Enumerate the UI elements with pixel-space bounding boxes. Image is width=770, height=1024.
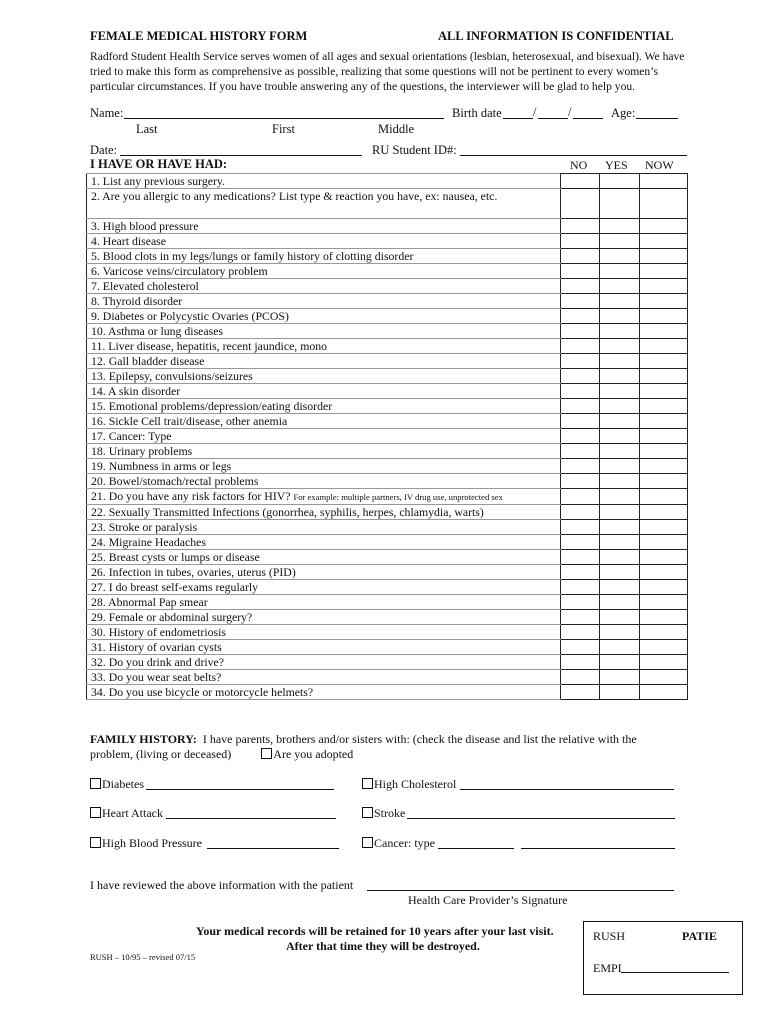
history-question xyxy=(87,429,561,444)
history-row xyxy=(87,550,688,565)
history-question xyxy=(87,580,561,595)
answer-yes-cell[interactable] xyxy=(600,339,640,354)
history-question xyxy=(87,399,561,414)
history-question-text: 20. Bowel/stomach/rectal problems xyxy=(91,474,259,488)
medical-history-table xyxy=(86,173,688,700)
answer-yes-cell[interactable] xyxy=(600,309,640,324)
history-row xyxy=(87,474,688,489)
history-question-text: 2. Are you allergic to any medications? List type & reaction you have, ex: nausea, etc. xyxy=(91,189,498,203)
answer-yes-cell[interactable] xyxy=(600,294,640,309)
history-question xyxy=(87,670,561,685)
name-field-line[interactable] xyxy=(124,118,444,119)
history-question-text: 19. Numbness in arms or legs xyxy=(91,459,232,473)
history-question xyxy=(87,384,561,399)
history-question xyxy=(87,489,561,505)
answer-yes-cell[interactable] xyxy=(600,219,640,234)
history-row xyxy=(87,640,688,655)
history-question xyxy=(87,294,561,309)
name-last-caption: Last xyxy=(136,122,158,136)
history-question-text: 16. Sickle Cell trait/disease, other anemia xyxy=(91,414,288,428)
answer-no-cell[interactable] xyxy=(561,399,600,414)
history-row xyxy=(87,685,688,700)
date-label: Date: xyxy=(90,143,118,157)
answer-yes-cell[interactable] xyxy=(600,384,640,399)
answer-now-cell[interactable] xyxy=(640,429,688,444)
answer-no-cell[interactable] xyxy=(561,520,600,535)
history-question xyxy=(87,369,561,384)
history-heading: I HAVE OR HAVE HAD: xyxy=(90,157,228,171)
answer-no-cell[interactable] xyxy=(561,655,600,670)
history-question-text: 9. Diabetes or Polycystic Ovaries (PCOS) xyxy=(91,309,289,323)
history-question-text: 25. Breast cysts or lumps or disease xyxy=(91,550,260,564)
history-row xyxy=(87,384,688,399)
answer-no-cell[interactable] xyxy=(561,279,600,294)
answer-yes-cell[interactable] xyxy=(600,264,640,279)
answer-no-cell[interactable] xyxy=(561,610,600,625)
history-row xyxy=(87,369,688,384)
history-question xyxy=(87,505,561,520)
answer-now-cell[interactable] xyxy=(640,414,688,429)
answer-no-cell[interactable] xyxy=(561,580,600,595)
history-question xyxy=(87,189,561,219)
answer-no-cell[interactable] xyxy=(561,369,600,384)
answer-now-cell[interactable] xyxy=(640,565,688,580)
answer-now-cell[interactable] xyxy=(640,685,688,700)
history-question-text: 31. History of ovarian cysts xyxy=(91,640,222,654)
history-row xyxy=(87,189,688,219)
family-history-line2 xyxy=(90,747,353,762)
answer-yes-cell[interactable] xyxy=(600,489,640,505)
answer-now-cell[interactable] xyxy=(640,580,688,595)
history-question-text: 26. Infection in tubes, ovaries, uterus (PID) xyxy=(91,565,296,579)
history-question xyxy=(87,565,561,580)
col-now-header: NOW xyxy=(645,158,674,172)
empi-field-line[interactable] xyxy=(621,972,729,973)
high-cholesterol-relative-line[interactable] xyxy=(460,789,674,790)
history-question-text: 1. List any previous surgery. xyxy=(91,174,226,188)
history-question-text: 8. Thyroid disorder xyxy=(91,294,183,308)
col-yes-header: YES xyxy=(605,158,628,172)
form-title: FEMALE MEDICAL HISTORY FORM xyxy=(90,29,308,43)
answer-now-cell[interactable] xyxy=(640,610,688,625)
answer-now-cell[interactable] xyxy=(640,234,688,249)
answer-now-cell[interactable] xyxy=(640,369,688,384)
history-question xyxy=(87,174,561,189)
answer-no-cell[interactable] xyxy=(561,249,600,264)
history-question-text: 3. High blood pressure xyxy=(91,219,199,233)
answer-yes-cell[interactable] xyxy=(600,550,640,565)
answer-now-cell[interactable] xyxy=(640,339,688,354)
answer-now-cell[interactable] xyxy=(640,595,688,610)
history-row xyxy=(87,489,688,505)
answer-now-cell[interactable] xyxy=(640,640,688,655)
name-first-caption: First xyxy=(272,122,295,136)
answer-now-cell[interactable] xyxy=(640,489,688,505)
answer-no-cell[interactable] xyxy=(561,339,600,354)
answer-now-cell[interactable] xyxy=(640,294,688,309)
answer-now-cell[interactable] xyxy=(640,219,688,234)
history-row xyxy=(87,625,688,640)
answer-no-cell[interactable] xyxy=(561,294,600,309)
retention-notice-2: After that time they will be destroyed. xyxy=(286,939,480,953)
answer-now-cell[interactable] xyxy=(640,399,688,414)
answer-now-cell[interactable] xyxy=(640,264,688,279)
fh-cancer xyxy=(362,836,435,851)
history-question-text: 28. Abnormal Pap smear xyxy=(91,595,208,609)
history-question xyxy=(87,279,561,294)
history-question-text: 5. Blood clots in my legs/lungs or family history of clotting disorder xyxy=(91,249,414,263)
birth-day-line[interactable] xyxy=(538,118,568,119)
birth-sep-1: / xyxy=(533,105,537,119)
answer-yes-cell[interactable] xyxy=(600,625,640,640)
history-question-text: 17. Cancer: Type xyxy=(91,429,172,443)
answer-yes-cell[interactable] xyxy=(600,459,640,474)
answer-now-cell[interactable] xyxy=(640,550,688,565)
date-field-line[interactable] xyxy=(120,155,362,156)
answer-no-cell[interactable] xyxy=(561,505,600,520)
answer-now-cell[interactable] xyxy=(640,354,688,369)
history-question-text: 14. A skin disorder xyxy=(91,384,181,398)
answer-no-cell[interactable] xyxy=(561,474,600,489)
family-history-text: I have parents, brothers and/or sisters with: (check the disease and list the relative with the xyxy=(202,732,637,746)
high-bp-label: High Blood Pressure xyxy=(102,836,202,850)
answer-now-cell[interactable] xyxy=(640,444,688,459)
history-question xyxy=(87,459,561,474)
answer-no-cell[interactable] xyxy=(561,565,600,580)
history-question-text: 34. Do you use bicycle or motorcycle helmets? xyxy=(91,685,314,699)
history-question-text: 10. Asthma or lung diseases xyxy=(91,324,224,338)
answer-no-cell[interactable] xyxy=(561,414,600,429)
answer-yes-cell[interactable] xyxy=(600,174,640,189)
history-question xyxy=(87,610,561,625)
history-question-text: 7. Elevated cholesterol xyxy=(91,279,199,293)
fh-stroke xyxy=(362,806,405,821)
answer-no-cell[interactable] xyxy=(561,550,600,565)
revision-note: RUSH – 10/95 – revised 07/15 xyxy=(90,952,196,962)
adopted-label: Are you adopted xyxy=(273,747,354,761)
history-row xyxy=(87,580,688,595)
answer-no-cell[interactable] xyxy=(561,189,600,219)
diabetes-label: Diabetes xyxy=(102,777,144,791)
answer-yes-cell[interactable] xyxy=(600,324,640,339)
answer-now-cell[interactable] xyxy=(640,625,688,640)
answer-no-cell[interactable] xyxy=(561,309,600,324)
history-question xyxy=(87,550,561,565)
history-row xyxy=(87,309,688,324)
history-question-text: 29. Female or abdominal surgery? xyxy=(91,610,253,624)
answer-yes-cell[interactable] xyxy=(600,520,640,535)
high-bp-relative-line[interactable] xyxy=(207,848,339,849)
answer-yes-cell[interactable] xyxy=(600,369,640,384)
answer-no-cell[interactable] xyxy=(561,219,600,234)
answer-yes-cell[interactable] xyxy=(600,354,640,369)
history-question xyxy=(87,309,561,324)
answer-yes-cell[interactable] xyxy=(600,685,640,700)
answer-no-cell[interactable] xyxy=(561,535,600,550)
age-label: Age: xyxy=(611,106,636,120)
history-question xyxy=(87,685,561,700)
box-patie-label: PATIE xyxy=(682,929,717,943)
answer-now-cell[interactable] xyxy=(640,189,688,219)
birth-date-label: Birth date xyxy=(452,106,502,120)
confidential-notice: ALL INFORMATION IS CONFIDENTIAL xyxy=(438,29,674,43)
history-question-text: 15. Emotional problems/depression/eating disorder xyxy=(91,399,333,413)
cancer-type-line[interactable] xyxy=(438,848,514,849)
history-question-text: 4. Heart disease xyxy=(91,234,167,248)
answer-now-cell[interactable] xyxy=(640,459,688,474)
history-question-text: 30. History of endometriosis xyxy=(91,625,226,639)
history-question xyxy=(87,324,561,339)
answer-yes-cell[interactable] xyxy=(600,655,640,670)
answer-no-cell[interactable] xyxy=(561,354,600,369)
answer-yes-cell[interactable] xyxy=(600,429,640,444)
history-question-text: 11. Liver disease, hepatitis, recent jaundice, mono xyxy=(91,339,328,353)
family-history-text2: problem, (living or deceased) xyxy=(90,747,232,761)
answer-yes-cell[interactable] xyxy=(600,399,640,414)
history-row xyxy=(87,174,688,189)
history-question xyxy=(87,655,561,670)
answer-now-cell[interactable] xyxy=(640,174,688,189)
answer-no-cell[interactable] xyxy=(561,670,600,685)
history-row xyxy=(87,459,688,474)
answer-now-cell[interactable] xyxy=(640,279,688,294)
history-row xyxy=(87,414,688,429)
birth-year-line[interactable] xyxy=(573,118,603,119)
answer-no-cell[interactable] xyxy=(561,444,600,459)
fh-high-bp xyxy=(90,836,202,851)
answer-no-cell[interactable] xyxy=(561,174,600,189)
box-empi-label: EMPI xyxy=(593,961,622,975)
answer-yes-cell[interactable] xyxy=(600,580,640,595)
high-cholesterol-checkbox[interactable] xyxy=(362,778,373,789)
heart-attack-checkbox[interactable] xyxy=(90,807,101,818)
history-question xyxy=(87,264,561,279)
history-row xyxy=(87,610,688,625)
heart-attack-label: Heart Attack xyxy=(102,806,163,820)
answer-yes-cell[interactable] xyxy=(600,234,640,249)
answer-yes-cell[interactable] xyxy=(600,670,640,685)
retention-notice-1: Your medical records will be retained for 10 years after your last visit. xyxy=(196,924,554,938)
history-question xyxy=(87,640,561,655)
history-row xyxy=(87,444,688,459)
answer-yes-cell[interactable] xyxy=(600,505,640,520)
history-row xyxy=(87,429,688,444)
answer-yes-cell[interactable] xyxy=(600,249,640,264)
history-question xyxy=(87,219,561,234)
answer-yes-cell[interactable] xyxy=(600,414,640,429)
family-history-heading: FAMILY HISTORY: xyxy=(90,732,197,746)
answer-yes-cell[interactable] xyxy=(600,535,640,550)
birth-month-line[interactable] xyxy=(503,118,533,119)
history-row xyxy=(87,279,688,294)
answer-now-cell[interactable] xyxy=(640,309,688,324)
cancer-relative-line[interactable] xyxy=(521,848,675,849)
history-question xyxy=(87,520,561,535)
answer-now-cell[interactable] xyxy=(640,505,688,520)
review-statement: I have reviewed the above information with the patient xyxy=(90,878,354,892)
answer-yes-cell[interactable] xyxy=(600,610,640,625)
answer-no-cell[interactable] xyxy=(561,324,600,339)
history-row xyxy=(87,339,688,354)
history-row xyxy=(87,535,688,550)
history-question-text: 22. Sexually Transmitted Infections (gonorrhea, syphilis, herpes, chlamydia, warts) xyxy=(91,505,484,519)
answer-yes-cell[interactable] xyxy=(600,189,640,219)
answer-no-cell[interactable] xyxy=(561,264,600,279)
fh-high-cholesterol xyxy=(362,777,456,792)
answer-yes-cell[interactable] xyxy=(600,474,640,489)
provider-signature-line[interactable] xyxy=(367,890,674,891)
answer-yes-cell[interactable] xyxy=(600,279,640,294)
provider-signature-label: Health Care Provider’s Signature xyxy=(408,893,568,907)
history-question xyxy=(87,535,561,550)
answer-yes-cell[interactable] xyxy=(600,595,640,610)
history-question-text: 18. Urinary problems xyxy=(91,444,193,458)
history-row xyxy=(87,294,688,309)
history-row xyxy=(87,670,688,685)
history-question xyxy=(87,595,561,610)
answer-now-cell[interactable] xyxy=(640,474,688,489)
history-question xyxy=(87,444,561,459)
diabetes-relative-line[interactable] xyxy=(146,789,334,790)
history-row xyxy=(87,565,688,580)
answer-now-cell[interactable] xyxy=(640,384,688,399)
answer-no-cell[interactable] xyxy=(561,640,600,655)
intro-paragraph: Radford Student Health Service serves women of all ages and sexual orientations (lesbian, heterosexual, and bisexual). We have tried to make this form as comprehensive as possible, realizing that some questions will not be pertinent to every women’s particular circumstances. If you have trouble answering any of the questions, the interviewer will be glad to help you. xyxy=(90,50,685,93)
history-row xyxy=(87,655,688,670)
answer-now-cell[interactable] xyxy=(640,520,688,535)
name-label: Name: xyxy=(90,106,124,120)
history-question xyxy=(87,625,561,640)
student-id-field-line[interactable] xyxy=(460,155,687,156)
answer-now-cell[interactable] xyxy=(640,324,688,339)
history-question-text: 13. Epilepsy, convulsions/seizures xyxy=(91,369,253,383)
history-question-text: 33. Do you wear seat belts? xyxy=(91,670,222,684)
history-question xyxy=(87,354,561,369)
stroke-checkbox[interactable] xyxy=(362,807,373,818)
answer-no-cell[interactable] xyxy=(561,234,600,249)
age-field-line[interactable] xyxy=(636,118,678,119)
cancer-label: Cancer: type xyxy=(374,836,435,850)
answer-no-cell[interactable] xyxy=(561,384,600,399)
history-question-text: 24. Migraine Headaches xyxy=(91,535,206,549)
hiv-risk-example-note: For example: multiple partners, IV drug use, unprotected sex xyxy=(293,492,503,502)
stroke-relative-line[interactable] xyxy=(407,818,675,819)
fh-heart-attack xyxy=(90,806,163,821)
answer-no-cell[interactable] xyxy=(561,625,600,640)
history-row xyxy=(87,520,688,535)
history-question-text: 21. Do you have any risk factors for HIV? xyxy=(91,489,291,503)
family-history-line1 xyxy=(90,732,637,747)
history-question-text: 27. I do breast self-exams regularly xyxy=(91,580,259,594)
history-row xyxy=(87,249,688,264)
cancer-checkbox[interactable] xyxy=(362,837,373,848)
history-question xyxy=(87,234,561,249)
answer-no-cell[interactable] xyxy=(561,429,600,444)
answer-no-cell[interactable] xyxy=(561,685,600,700)
answer-no-cell[interactable] xyxy=(561,489,600,505)
answer-yes-cell[interactable] xyxy=(600,640,640,655)
student-id-label: RU Student ID#: xyxy=(372,143,457,157)
history-row xyxy=(87,354,688,369)
stroke-label: Stroke xyxy=(374,806,406,820)
history-row xyxy=(87,264,688,279)
history-question-text: 23. Stroke or paralysis xyxy=(91,520,198,534)
answer-now-cell[interactable] xyxy=(640,670,688,685)
answer-now-cell[interactable] xyxy=(640,249,688,264)
answer-yes-cell[interactable] xyxy=(600,444,640,459)
fh-diabetes xyxy=(90,777,144,792)
history-question-text: 32. Do you drink and drive? xyxy=(91,655,225,669)
answer-now-cell[interactable] xyxy=(640,535,688,550)
birth-sep-2: / xyxy=(568,105,572,119)
adopted-checkbox[interactable] xyxy=(261,748,272,759)
name-middle-caption: Middle xyxy=(378,122,415,136)
history-question xyxy=(87,339,561,354)
history-row xyxy=(87,234,688,249)
answer-now-cell[interactable] xyxy=(640,655,688,670)
history-row xyxy=(87,219,688,234)
answer-no-cell[interactable] xyxy=(561,595,600,610)
history-question xyxy=(87,474,561,489)
diabetes-checkbox[interactable] xyxy=(90,778,101,789)
high-cholesterol-label: High Cholesterol xyxy=(374,777,457,791)
history-question-text: 6. Varicose veins/circulatory problem xyxy=(91,264,268,278)
history-row xyxy=(87,505,688,520)
history-question-text: 12. Gall bladder disease xyxy=(91,354,205,368)
answer-no-cell[interactable] xyxy=(561,459,600,474)
history-row xyxy=(87,399,688,414)
history-question xyxy=(87,414,561,429)
high-bp-checkbox[interactable] xyxy=(90,837,101,848)
box-rush-label: RUSH xyxy=(593,929,626,943)
heart-attack-relative-line[interactable] xyxy=(166,818,336,819)
history-question xyxy=(87,249,561,264)
col-no-header: NO xyxy=(570,158,588,172)
answer-yes-cell[interactable] xyxy=(600,565,640,580)
history-row xyxy=(87,595,688,610)
history-row xyxy=(87,324,688,339)
